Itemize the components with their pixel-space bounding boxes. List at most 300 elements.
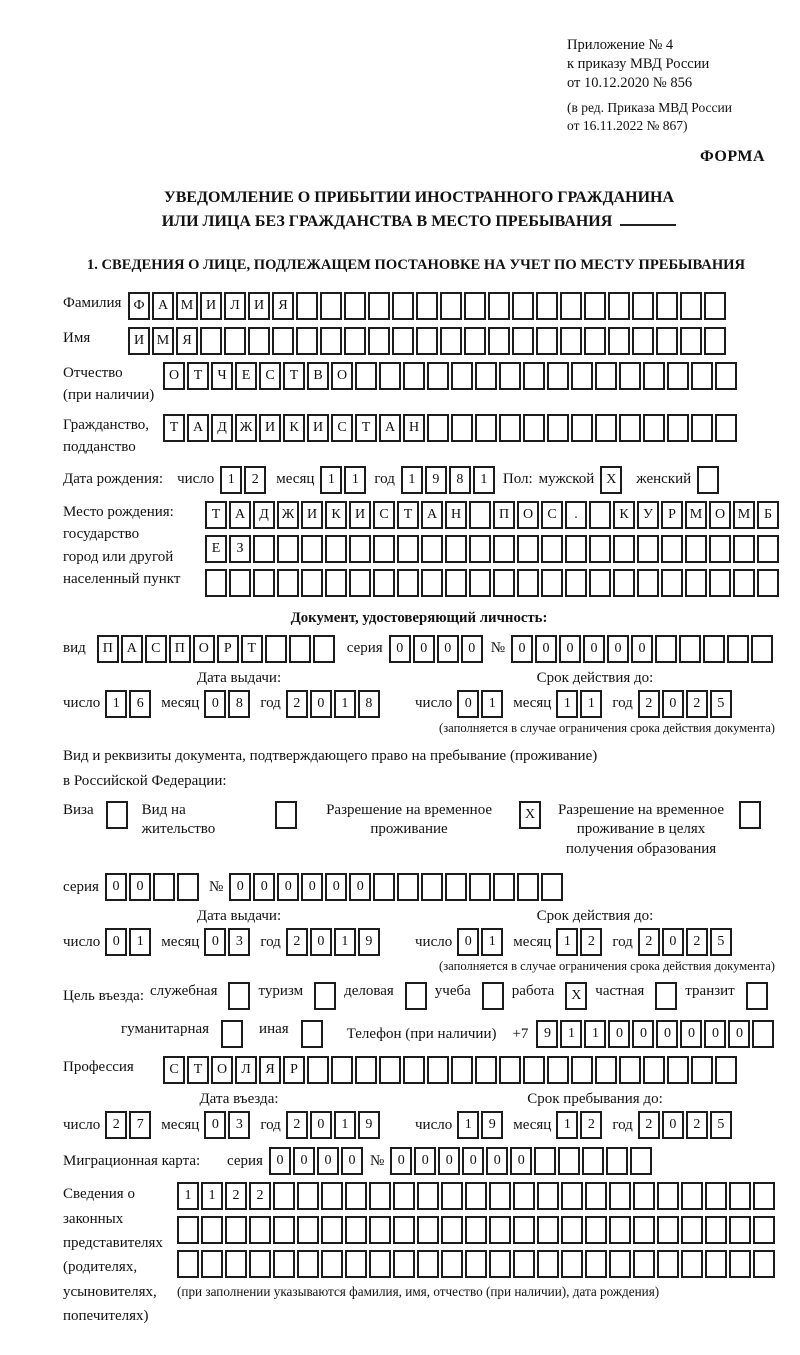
char-cell[interactable] [229, 569, 251, 597]
char-cell[interactable]: К [613, 501, 635, 529]
char-cell[interactable] [421, 873, 443, 901]
char-cell[interactable]: 2 [686, 928, 708, 956]
char-cell[interactable] [464, 292, 486, 320]
char-cell[interactable]: 0 [349, 873, 371, 901]
char-cell[interactable] [249, 1250, 271, 1278]
char-cell[interactable] [680, 292, 702, 320]
char-cell[interactable] [224, 327, 246, 355]
char-cell[interactable] [619, 362, 641, 390]
char-cell[interactable]: О [331, 362, 353, 390]
char-cell[interactable]: А [152, 292, 174, 320]
char-cell[interactable] [441, 1216, 463, 1244]
char-cell[interactable]: А [187, 414, 209, 442]
char-cell[interactable] [441, 1182, 463, 1210]
char-cell[interactable] [697, 466, 719, 494]
char-cell[interactable] [643, 362, 665, 390]
char-cell[interactable]: 1 [334, 928, 356, 956]
char-cell[interactable] [753, 1182, 775, 1210]
char-cell[interactable] [177, 1250, 199, 1278]
checkbox-cell[interactable] [228, 982, 250, 1010]
char-cell[interactable] [253, 569, 275, 597]
char-cell[interactable] [571, 1056, 593, 1084]
char-cell[interactable] [445, 569, 467, 597]
char-cell[interactable] [331, 1056, 353, 1084]
char-cell[interactable] [440, 327, 462, 355]
char-cell[interactable] [368, 292, 390, 320]
char-cell[interactable] [417, 1250, 439, 1278]
char-cell[interactable] [704, 327, 726, 355]
char-cell[interactable]: 0 [656, 1020, 678, 1048]
char-cell[interactable] [253, 535, 275, 563]
char-cell[interactable] [475, 414, 497, 442]
char-cell[interactable] [733, 535, 755, 563]
char-cell[interactable] [582, 1147, 604, 1175]
char-cell[interactable] [633, 1216, 655, 1244]
char-cell[interactable] [632, 292, 654, 320]
char-cell[interactable] [560, 292, 582, 320]
char-cell[interactable] [499, 362, 521, 390]
char-cell[interactable] [705, 1250, 727, 1278]
char-cell[interactable] [757, 569, 779, 597]
char-cell[interactable] [369, 1250, 391, 1278]
char-cell[interactable]: Т [187, 362, 209, 390]
char-cell[interactable] [571, 362, 593, 390]
checkbox-cell[interactable] [405, 982, 427, 1010]
char-cell[interactable]: Т [397, 501, 419, 529]
char-cell[interactable] [368, 327, 390, 355]
char-cell[interactable]: О [193, 635, 215, 663]
char-cell[interactable]: 0 [510, 1147, 532, 1175]
checkbox-cell[interactable] [655, 982, 677, 1010]
char-cell[interactable]: 1 [334, 1111, 356, 1139]
char-cell[interactable]: Р [217, 635, 239, 663]
char-cell[interactable] [297, 1216, 319, 1244]
char-cell[interactable] [200, 327, 222, 355]
char-cell[interactable] [585, 1250, 607, 1278]
char-cell[interactable] [709, 535, 731, 563]
char-cell[interactable]: И [259, 414, 281, 442]
char-cell[interactable]: 1 [580, 690, 602, 718]
char-cell[interactable]: Д [253, 501, 275, 529]
char-cell[interactable]: П [169, 635, 191, 663]
char-cell[interactable] [619, 1056, 641, 1084]
char-cell[interactable] [397, 569, 419, 597]
char-cell[interactable] [595, 362, 617, 390]
char-cell[interactable]: М [685, 501, 707, 529]
char-cell[interactable]: 2 [286, 1111, 308, 1139]
char-cell[interactable]: Ж [277, 501, 299, 529]
char-cell[interactable] [321, 1250, 343, 1278]
char-cell[interactable] [541, 535, 563, 563]
char-cell[interactable]: 0 [310, 928, 332, 956]
char-cell[interactable] [703, 635, 725, 663]
char-cell[interactable]: 0 [390, 1147, 412, 1175]
char-cell[interactable]: 0 [204, 1111, 226, 1139]
char-cell[interactable] [655, 635, 677, 663]
char-cell[interactable] [344, 327, 366, 355]
char-cell[interactable]: И [248, 292, 270, 320]
char-cell[interactable] [537, 1216, 559, 1244]
char-cell[interactable]: 0 [301, 873, 323, 901]
char-cell[interactable]: 0 [728, 1020, 750, 1048]
char-cell[interactable] [417, 1182, 439, 1210]
char-cell[interactable]: 0 [461, 635, 483, 663]
char-cell[interactable] [427, 362, 449, 390]
char-cell[interactable]: 0 [229, 873, 251, 901]
char-cell[interactable]: 0 [437, 635, 459, 663]
char-cell[interactable]: 0 [438, 1147, 460, 1175]
char-cell[interactable] [643, 414, 665, 442]
char-cell[interactable] [249, 1216, 271, 1244]
char-cell[interactable]: 1 [481, 690, 503, 718]
char-cell[interactable]: 9 [358, 1111, 380, 1139]
char-cell[interactable]: 0 [310, 690, 332, 718]
char-cell[interactable] [469, 535, 491, 563]
checkbox-cell[interactable] [739, 801, 761, 829]
char-cell[interactable]: О [211, 1056, 233, 1084]
char-cell[interactable] [585, 1216, 607, 1244]
char-cell[interactable]: И [349, 501, 371, 529]
char-cell[interactable] [440, 292, 462, 320]
char-cell[interactable]: М [152, 327, 174, 355]
char-cell[interactable] [757, 535, 779, 563]
char-cell[interactable]: 2 [580, 928, 602, 956]
char-cell[interactable]: 0 [325, 873, 347, 901]
char-cell[interactable] [729, 1216, 751, 1244]
char-cell[interactable] [416, 327, 438, 355]
char-cell[interactable] [355, 1056, 377, 1084]
char-cell[interactable] [523, 414, 545, 442]
char-cell[interactable]: 0 [414, 1147, 436, 1175]
char-cell[interactable] [307, 1056, 329, 1084]
char-cell[interactable]: Ж [235, 414, 257, 442]
char-cell[interactable] [704, 292, 726, 320]
char-cell[interactable] [469, 569, 491, 597]
char-cell[interactable] [608, 292, 630, 320]
char-cell[interactable] [560, 327, 582, 355]
char-cell[interactable]: 1 [344, 466, 366, 494]
char-cell[interactable]: 0 [105, 873, 127, 901]
char-cell[interactable]: 0 [680, 1020, 702, 1048]
char-cell[interactable]: Т [283, 362, 305, 390]
char-cell[interactable]: 0 [389, 635, 411, 663]
char-cell[interactable]: 9 [425, 466, 447, 494]
char-cell[interactable] [541, 569, 563, 597]
char-cell[interactable] [499, 414, 521, 442]
char-cell[interactable] [619, 414, 641, 442]
char-cell[interactable] [537, 1182, 559, 1210]
char-cell[interactable] [379, 362, 401, 390]
char-cell[interactable]: Н [445, 501, 467, 529]
char-cell[interactable]: 1 [473, 466, 495, 494]
char-cell[interactable] [403, 1056, 425, 1084]
char-cell[interactable] [489, 1182, 511, 1210]
char-cell[interactable] [584, 292, 606, 320]
char-cell[interactable]: 2 [244, 466, 266, 494]
char-cell[interactable]: 0 [559, 635, 581, 663]
char-cell[interactable]: 2 [638, 1111, 660, 1139]
char-cell[interactable] [681, 1216, 703, 1244]
char-cell[interactable] [632, 327, 654, 355]
char-cell[interactable] [289, 635, 311, 663]
char-cell[interactable] [637, 535, 659, 563]
char-cell[interactable]: С [145, 635, 167, 663]
char-cell[interactable] [493, 569, 515, 597]
char-cell[interactable] [709, 569, 731, 597]
char-cell[interactable]: 0 [535, 635, 557, 663]
char-cell[interactable] [421, 535, 443, 563]
char-cell[interactable] [301, 569, 323, 597]
char-cell[interactable] [512, 292, 534, 320]
char-cell[interactable] [393, 1216, 415, 1244]
char-cell[interactable] [513, 1250, 535, 1278]
char-cell[interactable]: 2 [638, 690, 660, 718]
char-cell[interactable] [301, 535, 323, 563]
char-cell[interactable] [225, 1250, 247, 1278]
char-cell[interactable]: 2 [686, 690, 708, 718]
char-cell[interactable] [201, 1216, 223, 1244]
char-cell[interactable] [541, 873, 563, 901]
char-cell[interactable] [667, 414, 689, 442]
char-cell[interactable] [369, 1182, 391, 1210]
char-cell[interactable]: У [637, 501, 659, 529]
char-cell[interactable] [585, 1182, 607, 1210]
char-cell[interactable] [705, 1182, 727, 1210]
char-cell[interactable] [451, 362, 473, 390]
char-cell[interactable] [445, 535, 467, 563]
char-cell[interactable] [547, 362, 569, 390]
char-cell[interactable]: 2 [286, 928, 308, 956]
char-cell[interactable] [153, 873, 175, 901]
char-cell[interactable] [273, 1182, 295, 1210]
char-cell[interactable] [373, 569, 395, 597]
char-cell[interactable]: 1 [201, 1182, 223, 1210]
char-cell[interactable] [345, 1182, 367, 1210]
char-cell[interactable] [273, 1250, 295, 1278]
char-cell[interactable]: 0 [457, 928, 479, 956]
char-cell[interactable]: О [163, 362, 185, 390]
char-cell[interactable]: О [517, 501, 539, 529]
char-cell[interactable]: С [259, 362, 281, 390]
char-cell[interactable] [558, 1147, 580, 1175]
char-cell[interactable]: Е [205, 535, 227, 563]
char-cell[interactable] [657, 1216, 679, 1244]
char-cell[interactable] [589, 569, 611, 597]
char-cell[interactable] [297, 1250, 319, 1278]
char-cell[interactable]: 0 [341, 1147, 363, 1175]
char-cell[interactable] [469, 501, 491, 529]
char-cell[interactable] [417, 1216, 439, 1244]
char-cell[interactable]: 2 [249, 1182, 271, 1210]
char-cell[interactable] [536, 327, 558, 355]
char-cell[interactable]: 0 [310, 1111, 332, 1139]
char-cell[interactable] [547, 414, 569, 442]
char-cell[interactable] [595, 1056, 617, 1084]
char-cell[interactable]: В [307, 362, 329, 390]
char-cell[interactable]: 0 [277, 873, 299, 901]
char-cell[interactable]: 0 [486, 1147, 508, 1175]
char-cell[interactable] [273, 1216, 295, 1244]
char-cell[interactable]: Б [757, 501, 779, 529]
char-cell[interactable]: А [121, 635, 143, 663]
char-cell[interactable] [715, 362, 737, 390]
char-cell[interactable]: 1 [320, 466, 342, 494]
char-cell[interactable] [715, 1056, 737, 1084]
char-cell[interactable] [272, 327, 294, 355]
char-cell[interactable] [667, 1056, 689, 1084]
char-cell[interactable] [571, 414, 593, 442]
char-cell[interactable] [225, 1216, 247, 1244]
char-cell[interactable]: . [565, 501, 587, 529]
char-cell[interactable] [321, 1216, 343, 1244]
char-cell[interactable] [606, 1147, 628, 1175]
char-cell[interactable]: 2 [225, 1182, 247, 1210]
char-cell[interactable] [752, 1020, 774, 1048]
char-cell[interactable]: 6 [129, 690, 151, 718]
char-cell[interactable]: 0 [462, 1147, 484, 1175]
char-cell[interactable]: 1 [129, 928, 151, 956]
char-cell[interactable] [345, 1250, 367, 1278]
char-cell[interactable]: Я [272, 292, 294, 320]
char-cell[interactable] [403, 362, 425, 390]
char-cell[interactable]: Р [283, 1056, 305, 1084]
char-cell[interactable] [451, 414, 473, 442]
char-cell[interactable] [536, 292, 558, 320]
char-cell[interactable] [680, 327, 702, 355]
char-cell[interactable]: 5 [710, 690, 732, 718]
char-cell[interactable]: Е [235, 362, 257, 390]
char-cell[interactable]: 1 [220, 466, 242, 494]
checkbox-cell[interactable]: X [519, 801, 541, 829]
char-cell[interactable]: 9 [481, 1111, 503, 1139]
char-cell[interactable] [661, 535, 683, 563]
char-cell[interactable] [277, 535, 299, 563]
char-cell[interactable]: 0 [632, 1020, 654, 1048]
checkbox-cell[interactable] [746, 982, 768, 1010]
char-cell[interactable]: 0 [662, 928, 684, 956]
char-cell[interactable] [613, 535, 635, 563]
char-cell[interactable] [630, 1147, 652, 1175]
char-cell[interactable] [489, 1250, 511, 1278]
char-cell[interactable] [512, 327, 534, 355]
char-cell[interactable] [637, 569, 659, 597]
char-cell[interactable]: 1 [584, 1020, 606, 1048]
char-cell[interactable]: 0 [269, 1147, 291, 1175]
char-cell[interactable] [657, 1250, 679, 1278]
char-cell[interactable] [691, 362, 713, 390]
char-cell[interactable] [349, 569, 371, 597]
char-cell[interactable]: 0 [631, 635, 653, 663]
char-cell[interactable]: 0 [662, 690, 684, 718]
char-cell[interactable] [464, 327, 486, 355]
char-cell[interactable] [561, 1182, 583, 1210]
char-cell[interactable] [465, 1250, 487, 1278]
char-cell[interactable]: 5 [710, 1111, 732, 1139]
char-cell[interactable] [633, 1250, 655, 1278]
char-cell[interactable] [320, 292, 342, 320]
char-cell[interactable]: Т [355, 414, 377, 442]
char-cell[interactable] [517, 535, 539, 563]
char-cell[interactable] [691, 1056, 713, 1084]
char-cell[interactable]: 0 [608, 1020, 630, 1048]
char-cell[interactable] [201, 1250, 223, 1278]
checkbox-cell[interactable]: X [565, 982, 587, 1010]
char-cell[interactable] [608, 327, 630, 355]
char-cell[interactable]: И [301, 501, 323, 529]
char-cell[interactable]: П [97, 635, 119, 663]
checkbox-cell[interactable] [314, 982, 336, 1010]
char-cell[interactable]: С [541, 501, 563, 529]
char-cell[interactable] [656, 292, 678, 320]
char-cell[interactable] [349, 535, 371, 563]
char-cell[interactable]: 1 [560, 1020, 582, 1048]
char-cell[interactable] [345, 1216, 367, 1244]
char-cell[interactable]: 1 [177, 1182, 199, 1210]
char-cell[interactable] [445, 873, 467, 901]
char-cell[interactable]: И [200, 292, 222, 320]
char-cell[interactable]: Т [241, 635, 263, 663]
char-cell[interactable] [633, 1182, 655, 1210]
char-cell[interactable]: А [421, 501, 443, 529]
char-cell[interactable]: Я [176, 327, 198, 355]
char-cell[interactable]: 2 [638, 928, 660, 956]
char-cell[interactable] [537, 1250, 559, 1278]
checkbox-cell[interactable] [106, 801, 128, 829]
char-cell[interactable] [613, 569, 635, 597]
checkbox-cell[interactable] [482, 982, 504, 1010]
char-cell[interactable] [609, 1250, 631, 1278]
char-cell[interactable] [609, 1216, 631, 1244]
char-cell[interactable]: 2 [580, 1111, 602, 1139]
checkbox-cell[interactable] [221, 1020, 243, 1048]
char-cell[interactable]: И [307, 414, 329, 442]
char-cell[interactable] [177, 873, 199, 901]
char-cell[interactable] [715, 414, 737, 442]
char-cell[interactable] [355, 362, 377, 390]
char-cell[interactable]: 1 [481, 928, 503, 956]
char-cell[interactable]: 2 [686, 1111, 708, 1139]
char-cell[interactable] [729, 1250, 751, 1278]
char-cell[interactable]: 5 [710, 928, 732, 956]
char-cell[interactable] [513, 1182, 535, 1210]
char-cell[interactable] [393, 1250, 415, 1278]
char-cell[interactable] [321, 1182, 343, 1210]
char-cell[interactable] [416, 292, 438, 320]
char-cell[interactable]: С [163, 1056, 185, 1084]
char-cell[interactable]: З [229, 535, 251, 563]
char-cell[interactable] [488, 292, 510, 320]
char-cell[interactable] [451, 1056, 473, 1084]
char-cell[interactable]: 0 [317, 1147, 339, 1175]
char-cell[interactable]: 0 [204, 690, 226, 718]
char-cell[interactable] [427, 1056, 449, 1084]
char-cell[interactable]: 1 [334, 690, 356, 718]
char-cell[interactable]: К [283, 414, 305, 442]
char-cell[interactable]: 3 [228, 1111, 250, 1139]
char-cell[interactable]: 8 [449, 466, 471, 494]
char-cell[interactable] [475, 1056, 497, 1084]
char-cell[interactable] [523, 362, 545, 390]
char-cell[interactable] [369, 1216, 391, 1244]
char-cell[interactable] [656, 327, 678, 355]
char-cell[interactable] [729, 1182, 751, 1210]
char-cell[interactable] [685, 535, 707, 563]
char-cell[interactable] [547, 1056, 569, 1084]
char-cell[interactable] [595, 414, 617, 442]
char-cell[interactable] [517, 873, 539, 901]
char-cell[interactable]: И [128, 327, 150, 355]
char-cell[interactable] [493, 873, 515, 901]
